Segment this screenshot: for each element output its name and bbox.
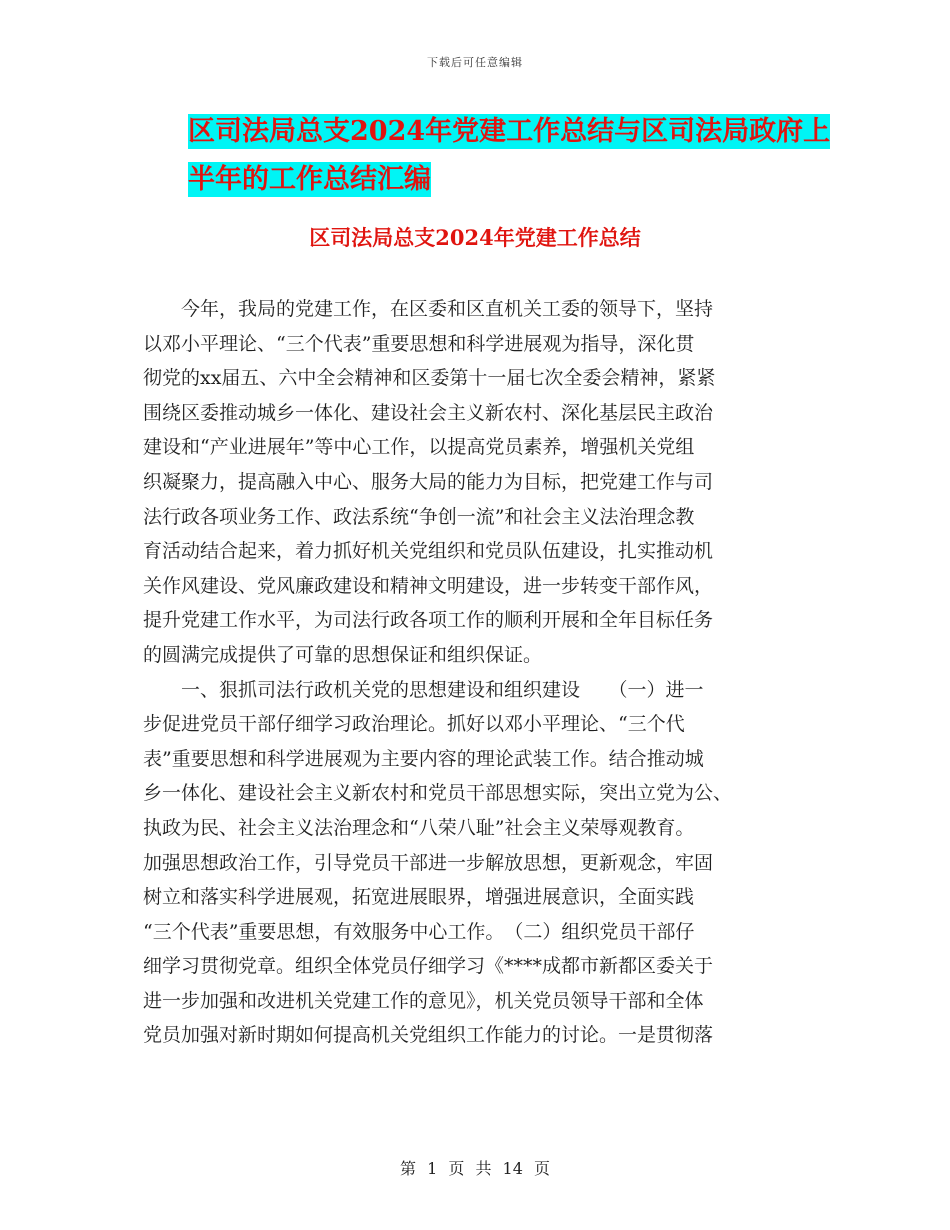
page-header-note: 下载后可任意编辑 <box>427 56 523 69</box>
body-line: 织凝聚力，提高融入中心、服务大局的能力为目标，把党建工作与司 <box>143 470 714 493</box>
body-line: 今年，我局的党建工作，在区委和区直机关工委的领导下，坚持 <box>143 298 714 320</box>
body-line: 关作风建设、党风廉政建设和精神文明建设，进一步转变干部作风， <box>143 574 714 597</box>
document-title <box>188 108 831 204</box>
body-line: 提升党建工作水平，为司法行政各项工作的顺利开展和全年目标任务 <box>143 609 714 632</box>
body-line: “三个代表”重要思想，有效服务中心工作。 （二）组织党员干部仔 <box>143 920 695 943</box>
body-line: 执政为民、社会主义法治理念和“八荣八耻”社会主义荣辱观教育。 <box>143 816 695 839</box>
body-line: 表”重要思想和科学进展观为主要内容的理论武装工作。结合推动城 <box>143 747 704 770</box>
body-line: 育活动结合起来，着力抓好机关党组织和党员队伍建设，扎实推动机 <box>143 540 714 563</box>
document-title-line-2 <box>188 156 828 204</box>
body-line: 法行政各项业务工作、政法系统“争创一流”和社会主义法治理念教 <box>143 505 695 528</box>
body-line: 步促进党员干部仔细学习政治理论。抓好以邓小平理论、“三个代 <box>143 713 685 736</box>
body-line: 以邓小平理论、“三个代表”重要思想和科学进展观为指导，深化贯 <box>143 332 695 355</box>
title-highlight-1: 区司法局总支2024年党建工作总结与区司法局政府上 <box>188 116 831 147</box>
body-line: 的圆满完成提供了可靠的思想保证和组织保证。 <box>143 643 543 666</box>
body-line: 围绕区委推动城乡一体化、建设社会主义新农村、深化基层民主政治 <box>143 401 714 424</box>
body-line: 党员加强对新时期如何提高机关党组织工作能力的讨论。一是贯彻落 <box>143 1024 714 1047</box>
body-line: 进一步加强和改进机关党建工作的意见》，机关党员领导干部和全体 <box>143 989 704 1012</box>
body-line: 乡一体化、建设社会主义新农村和党员干部思想实际，突出立党为公、 <box>143 782 733 805</box>
title-highlight-2: 半年的工作总结汇编 <box>188 164 431 195</box>
page-number: 第 1 页 共 14 页 <box>400 1159 550 1178</box>
body-text <box>143 292 803 1053</box>
body-line: 彻党的xx届五、六中全会精神和区委第十一届七次全委会精神，紧紧 <box>143 367 716 390</box>
body-line: 一、狠抓司法行政机关党的思想建设和组织建设 （一）进一 <box>143 678 704 701</box>
body-line: 加强思想政治工作，引导党员干部进一步解放思想，更新观念，牢固 <box>143 851 714 874</box>
document-title-line-1 <box>188 108 831 156</box>
body-line: 细学习贯彻党章。组织全体党员仔细学习《****成都市新都区委关于 <box>143 955 714 978</box>
body-line: 树立和落实科学进展观，拓宽进展眼界，增强进展意识，全面实践 <box>143 886 695 909</box>
section-title: 区司法局总支2024年党建工作总结 <box>309 225 641 250</box>
body-line: 建设和“产业进展年”等中心工作，以提高党员素养，增强机关党组 <box>143 436 695 459</box>
